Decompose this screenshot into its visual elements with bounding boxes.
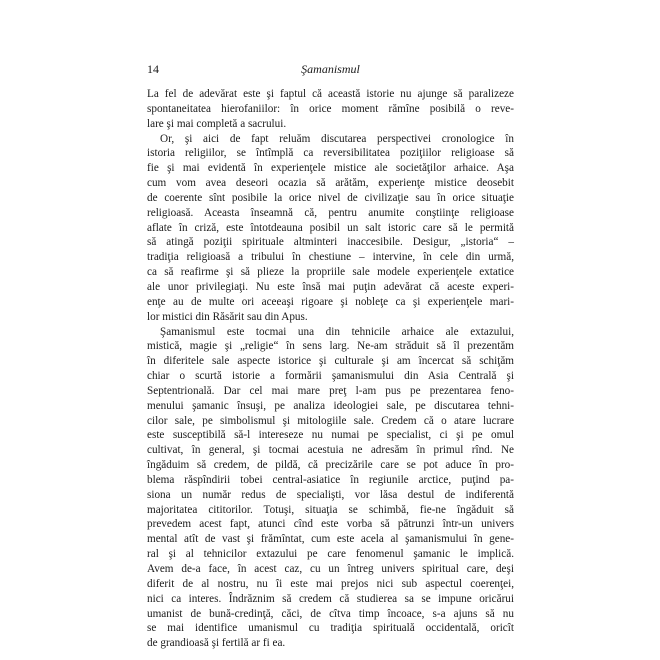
text-line: aflate în criză, este întotdeauna posibil un salt istoric care să le permită [147,221,514,234]
text-line: se mai identifice umanismul cu tradiţia spirituală occidentală, oricît [147,622,514,635]
text-line: să atingă poziţii spirituale altminteri inaccesibile. Desigur, „istoria“ – [147,236,514,249]
text-line: îngăduim să credem, de pildă, că precizările care se pot aduce în pro- [147,459,514,472]
text-line: ale unor privilegiaţi. Nu este însă mai puţin adevărat că aceste experi- [147,280,514,293]
text-line: fie şi mai evidentă în experienţele mistice ale societăţilor arhaice. Aşa [147,162,514,175]
text-line: diferit de al nostru, nu îi este mai prejos nici sub aspectul coerenţei, [147,577,514,590]
text-line: lor mistici din Răsărit sau din Apus. [147,310,308,323]
text-line: cum vom avea deseori ocazia să arătăm, experienţe mistice deosebit [147,177,514,190]
text-line: umanist de bună-credinţă, căci, de cîtva timp încoace, s-a ajuns să nu [147,607,514,620]
text-line: ral şi al tehnicilor extazului pe care fenomenul şamanic le implică. [147,548,514,561]
text-line: Şamanismul este tocmai una din tehnicile arhaice ale extazului, [160,325,514,338]
text-line: religioasă. Aceasta înseamnă că, pentru anumite conştiinţe religioase [147,206,514,219]
text-line: prevedem acest fapt, atunci cînd este vorba să pătrunzi într-un univers [147,518,514,531]
paragraph [147,87,514,132]
running-title: Şamanismul [301,62,360,76]
text-line: în diferitele sale aspecte istorice şi culturale şi am încercat să schiţăm [147,355,514,368]
text-line: mistică, magie şi „religie“ în sens larg. Ne-am străduit să îl prezentăm [147,340,514,353]
page-number: 14 [147,62,159,76]
text-line: Avem de-a face, în acest caz, cu un întreg univers spiritual care, deşi [147,563,514,575]
text-line: enţe au de multe ori aceeaşi rigoare şi nobleţe ca şi experienţele mari- [147,295,514,308]
page-header [147,62,514,78]
text-line: este susceptibilă să-l intereseze nu numai pe specialist, ci şi pe omul [147,429,514,442]
text-line: La fel de adevărat este şi faptul că această istorie nu ajunge să paralizeze [147,88,514,100]
paragraph [147,325,514,652]
body-text [147,87,514,651]
text-line: Septentrională. Dar cel mai mare preţ l-am pus pe prezentarea feno- [147,384,514,397]
text-line: mental atît de vast şi frămîntat, cum este acela al şamanismului în gene- [147,533,514,546]
text-line: cultivat, în general, şi tocmai acestuia ne adresăm în primul rînd. Ne [147,444,514,457]
text-line: chiar o scurtă istorie a formării şamanismului din Asia Centrală şi [147,370,514,383]
text-line: de grandioasă şi fertilă ar fi ea. [147,637,286,650]
paragraph [147,132,514,325]
text-line: lare şi mai completă a sacrului. [147,117,287,130]
text-line: nici ca interes. Îndrăznim să credem că studierea sa se impune oricărui [147,592,514,605]
text-line: tradiţia religioasă a tribului în chestiune – intervine, în cele din urmă, [147,251,514,264]
text-line: majoritatea cititorilor. Totuşi, situaţia se schimbă, fie-ne îngăduit să [147,503,514,516]
text-line: blema răspîndirii tobei central-asiatice în regiunile arctice, puţind pa- [147,473,514,486]
text-line: ca să reafirme şi să plieze la propriile sale modele experienţele extatice [147,266,514,279]
text-line: siona un număr redus de specialişti, vor lăsa destul de indiferentă [147,488,514,501]
text-line: spontaneitatea hierofaniilor: în orice moment rămîne posibilă o reve- [147,102,514,115]
text-line: cilor sale, pe simbolismul şi mitologiile sale. Credem că o atare lucrare [147,414,514,427]
text-line: Or, şi aici de fapt reluăm discutarea perspectivei cronologice în [160,132,514,145]
text-line: istoria religiilor, se întîmplă ca reversibilitatea poziţiilor religioase să [147,147,514,160]
text-line: de coerente sînt posibile la orice nivel de civilizaţie sau în orice situaţie [147,191,514,204]
text-line: menului şamanic însuşi, pe analiza ideologiei sale, pe discutarea tehni- [147,399,514,412]
